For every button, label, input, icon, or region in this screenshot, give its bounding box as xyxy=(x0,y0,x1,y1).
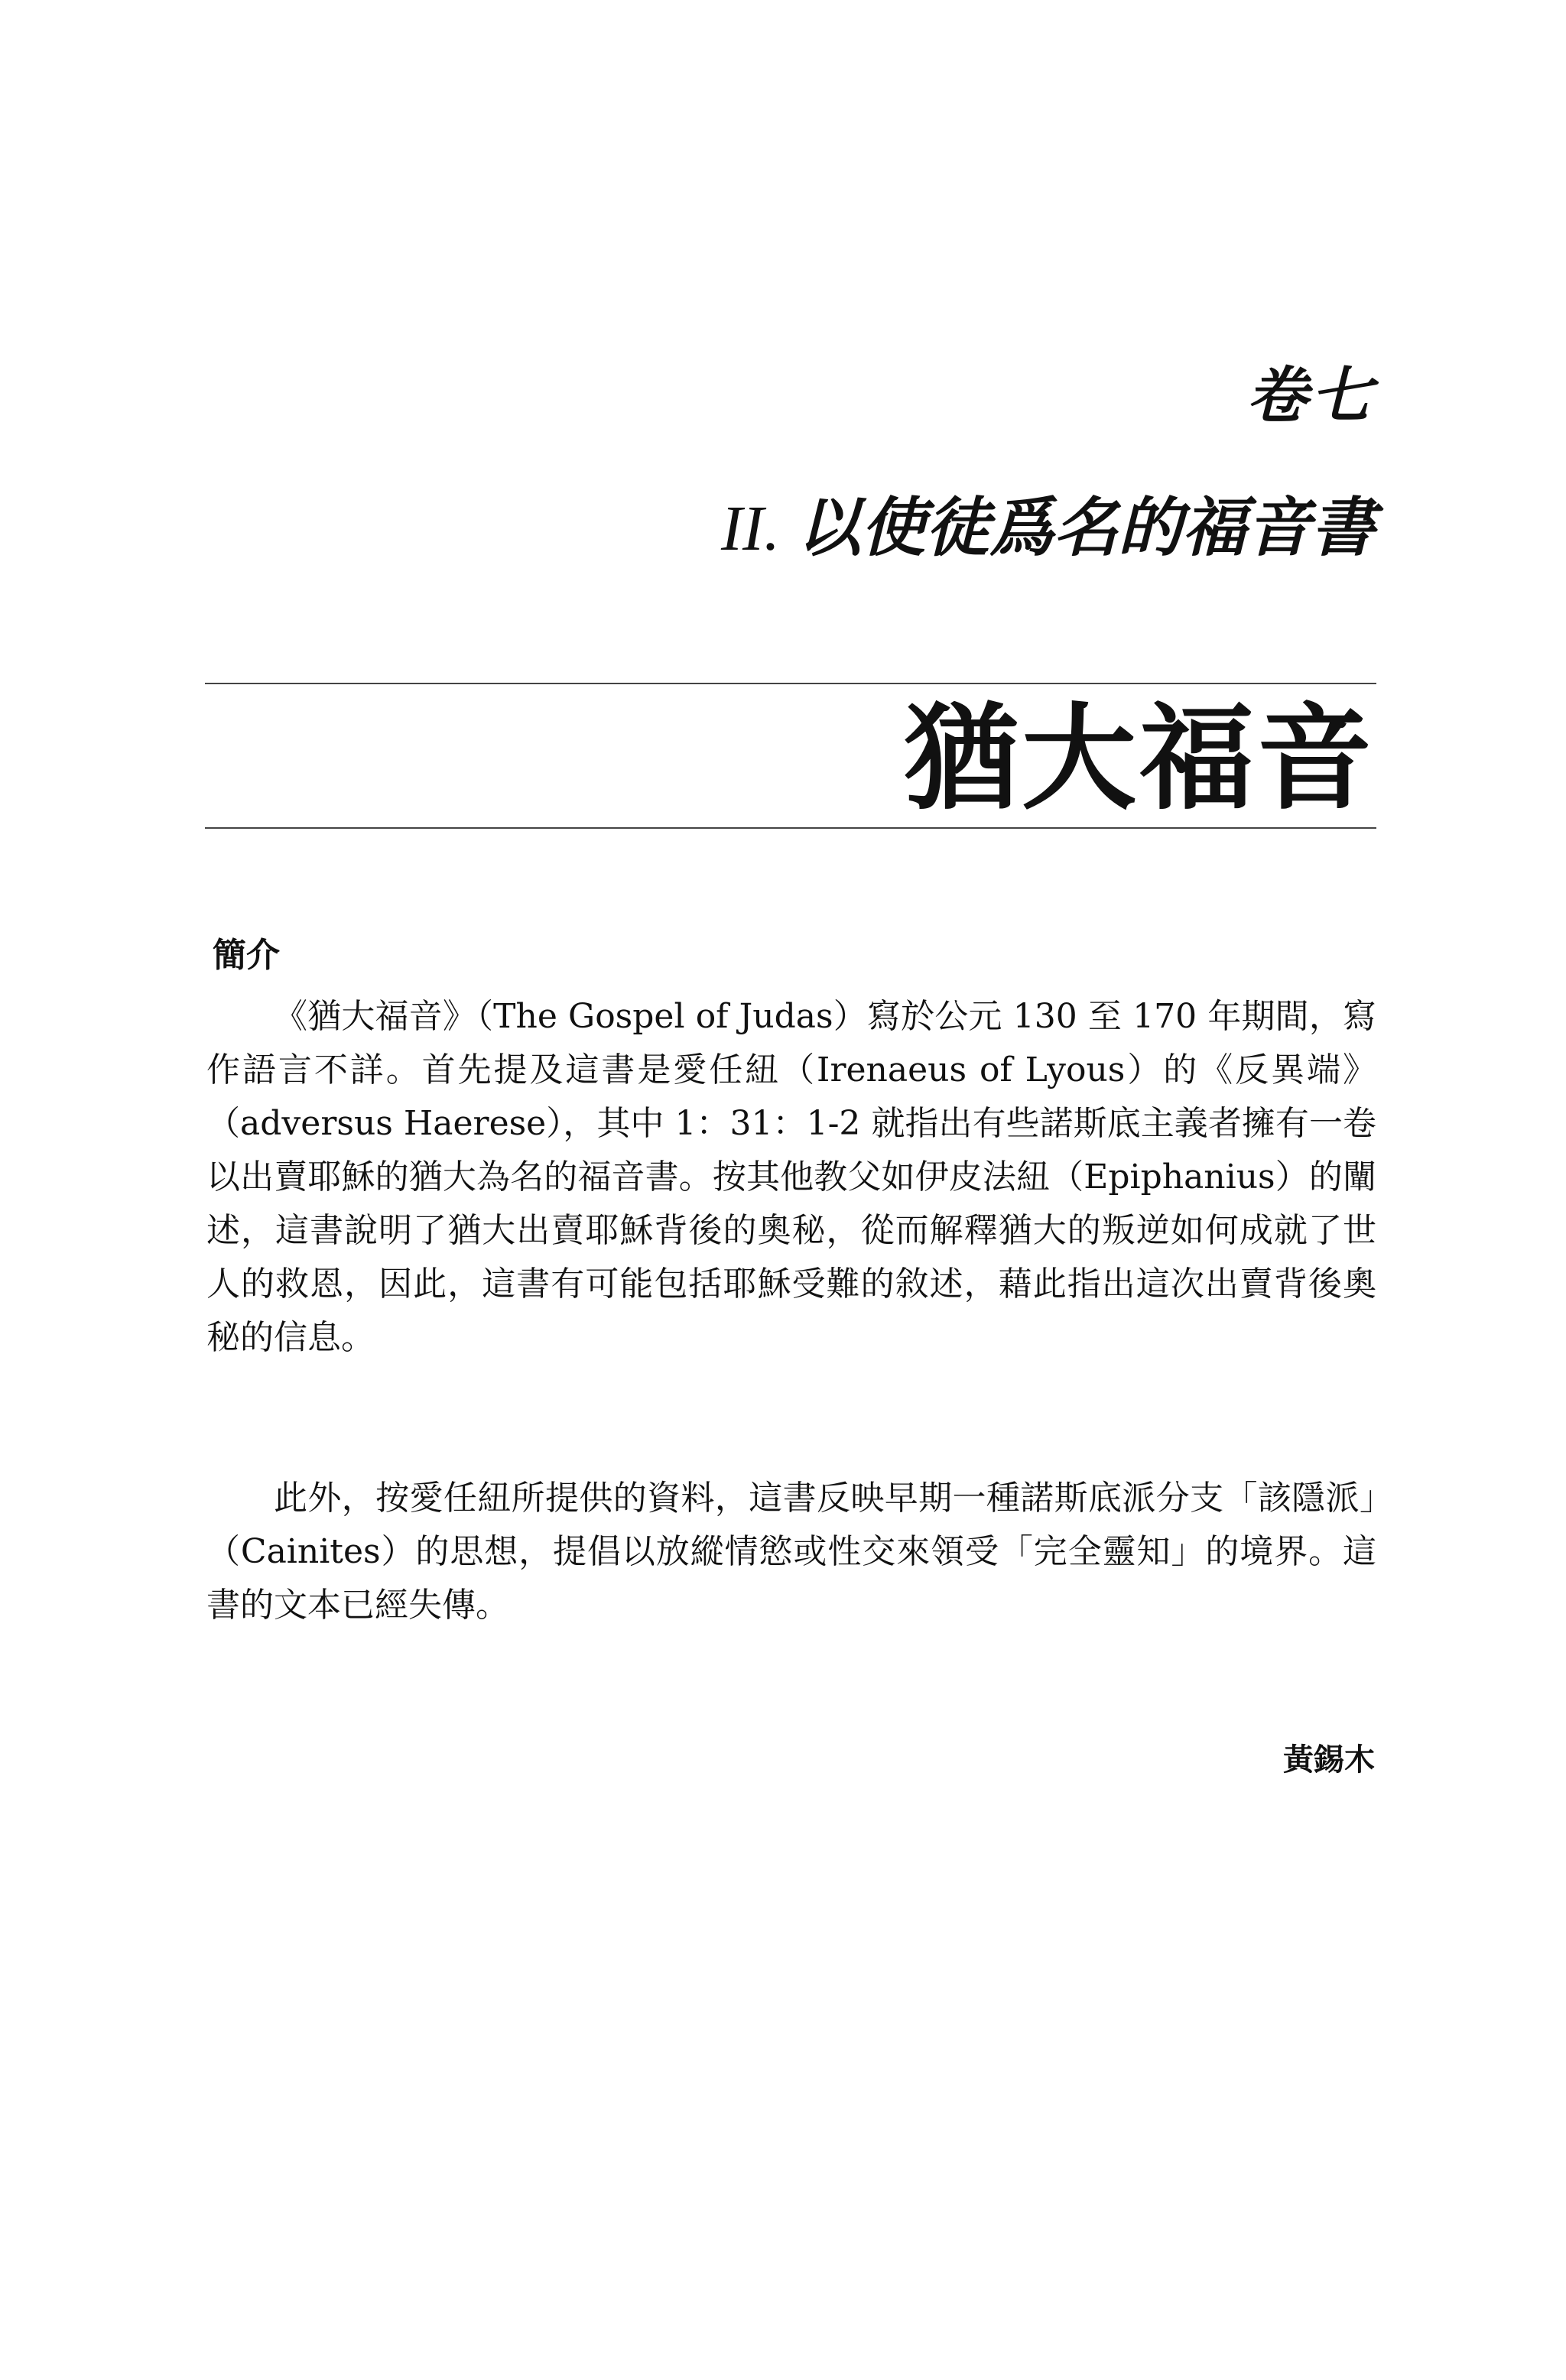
intro-paragraph-2 xyxy=(206,1472,1376,1632)
section-title xyxy=(721,490,1375,565)
paragraph-text: 《猶大福音》（The Gospel of Judas）寫於公元 130 至 170 年期間，寫作語言不詳。首先提及這書是愛任紐（Irenaeus of Lyous）的《反異端》（adversus Haerese），其中 1：31：1-2 就指出有些諾斯底主義者擁有一卷以出賣耶穌的猶大為名的福音書。按其他教父如伊皮法紐（Epiphanius）的闡述，這書說明了猶大出賣耶穌背後的奧秘，從而解釋猶大的叛逆如何成就了世人的救恩，因此，這書有可能包括耶穌受難的敘述，藉此指出這次出賣背後奧秘的信息。 xyxy=(206,997,1376,1357)
chapter-title: 猶大福音 xyxy=(903,693,1375,826)
section-number: II. xyxy=(721,493,780,564)
title-rule-bottom xyxy=(205,827,1376,829)
volume-label: 卷七 xyxy=(1246,360,1375,431)
paragraph-text: 此外，按愛任紐所提供的資料，這書反映早期一種諾斯底派分支「該隱派」（Cainites）的思想，提倡以放縱情慾或性交來領受「完全靈知」的境界。這書的文本已經失傳。 xyxy=(206,1479,1376,1625)
author-name: 黃錫木 xyxy=(1283,1742,1375,1778)
intro-heading: 簡介 xyxy=(213,936,280,975)
intro-paragraph-1 xyxy=(206,990,1376,1365)
title-rule-top xyxy=(205,683,1376,684)
section-title-text: 以使徒爲名的福音書 xyxy=(796,490,1375,565)
